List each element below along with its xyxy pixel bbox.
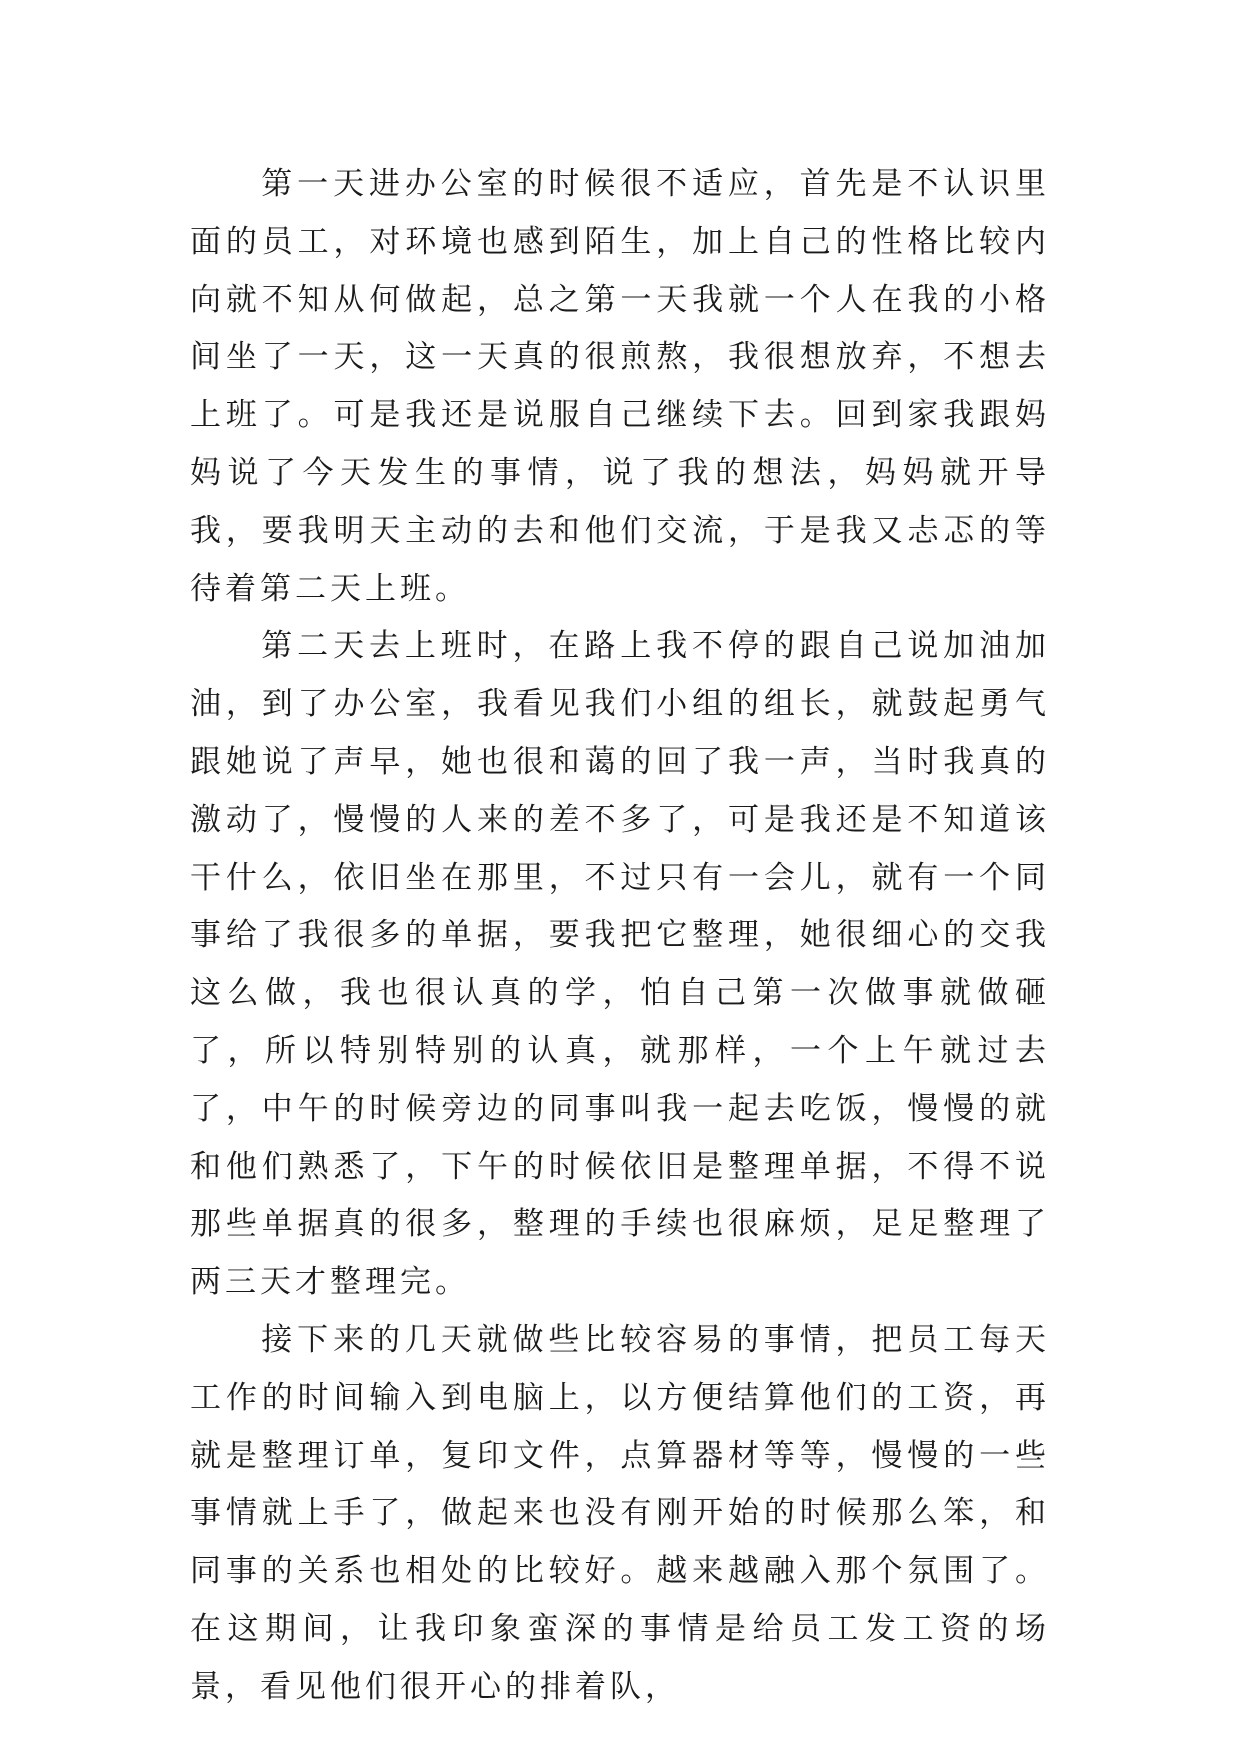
paragraph-first-day: 第一天进办公室的时候很不适应，首先是不认识里面的员工，对环境也感到陌生，加上自己的性格比较内向就不知从何做起，总之第一天我就一个人在我的小格间坐了一天，这一天真的很煎熬，我很想放弃，不想去上班了。可是我还是说服自己继续下去。回到家我跟妈妈说了今天发生的事情，说了我的想法，妈妈就开导我，要我明天主动的去和他们交流，于是我又忐忑的等待着第二天上班。 [190, 166, 1050, 607]
paragraph-second-day: 第二天去上班时，在路上我不停的跟自己说加油加油，到了办公室，我看见我们小组的组长，就鼓起勇气跟她说了声早，她也很和蔼的回了我一声，当时我真的激动了，慢慢的人来的差不多了，可是我还是不知道该干什么，依旧坐在那里，不过只有一会儿，就有一个同事给了我很多的单据，要我把它整理，她很细心的交我这么做，我也很认真的学，怕自己第一次做事就做砸了，所以特别特别的认真，就那样，一个上午就过去了，中午的时候旁边的同事叫我一起去吃饭，慢慢的就和他们熟悉了，下午的时候依旧是整理单据，不得不说那些单据真的很多，整理的手续也很麻烦，足足整理了两三天才整理完。 [190, 628, 1050, 1301]
document-body [190, 156, 1050, 1717]
paragraph-following-days: 接下来的几天就做些比较容易的事情，把员工每天工作的时间输入到电脑上，以方便结算他们的工资，再就是整理订单，复印文件，点算器材等等，慢慢的一些事情就上手了，做起来也没有刚开始的时候那么笨，和同事的关系也相处的比较好。越来越融入那个氛围了。在这期间，让我印象蛮深的事情是给员工发工资的场景，看见他们很开心的排着队， [190, 1321, 1050, 1705]
